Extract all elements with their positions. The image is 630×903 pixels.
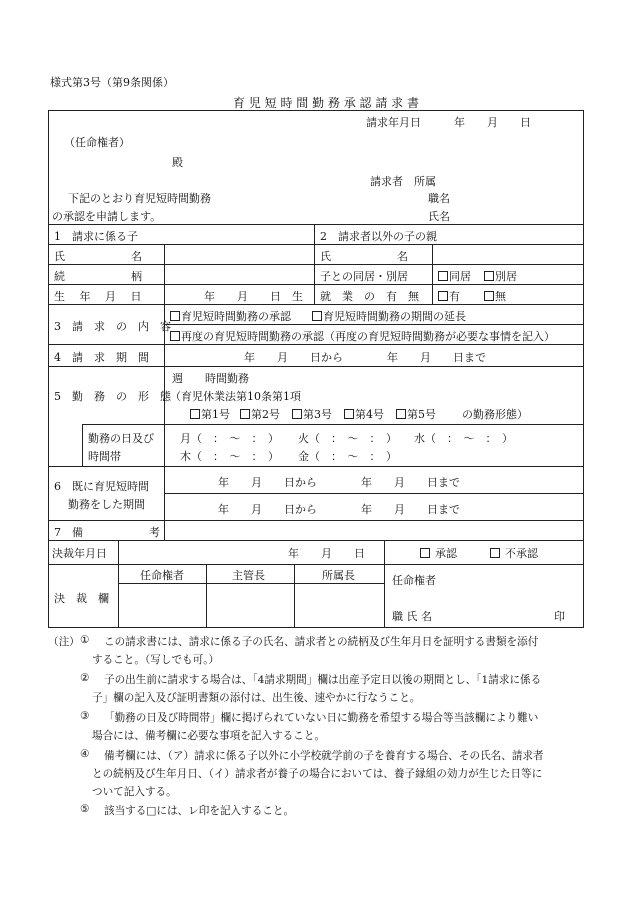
work-days-label-2: 時間帯 xyxy=(88,450,121,463)
col-chief: 主管長 xyxy=(232,569,265,582)
official-name-label: 職 氏 名 xyxy=(392,610,432,623)
checkbox-icon xyxy=(438,271,448,281)
section6-label-1: 6 既に育児短時間 xyxy=(54,480,149,493)
wednesday-hours[interactable]: 水（ ： ～ ： ） xyxy=(414,432,513,445)
note-number: ⑤ xyxy=(80,803,90,815)
note-line: 該当する□には、レ印を記入すること。 xyxy=(104,805,295,817)
note-number: ③ xyxy=(80,710,90,722)
decision-appointer: 任命権者 xyxy=(392,574,436,587)
note-line: この請求書には、請求に係る子の氏名、請求者との続柄及び生年月日を証明する書類を添付 xyxy=(104,636,539,648)
note-line: 「勤務の日及び時間帯」欄に掲げられていない日に勤務を希望する場合等当該欄により難い xyxy=(104,712,539,724)
checkbox-icon xyxy=(420,548,430,558)
note-line: ついて記入する。 xyxy=(92,786,177,798)
monday-hours[interactable]: 月（ ： ～ ： ） xyxy=(180,432,279,445)
employment-label: 就 業 の 有 無 xyxy=(320,290,419,303)
employment-opt-yes[interactable]: 有 xyxy=(438,288,460,304)
thursday-hours[interactable]: 木（ ： ～ ： ） xyxy=(180,450,279,463)
note-number: ② xyxy=(80,672,90,684)
section6-label-2: 勤務をした期間 xyxy=(68,498,145,511)
parent-name-label: 氏 名 xyxy=(320,250,408,263)
note-line: 備考欄には、（ア）請求に係る子以外に小学校就学前の子を養育する場合、その氏名、請求者 xyxy=(104,750,544,762)
decision-date-value[interactable]: 年 月 日 xyxy=(288,547,365,560)
intro-line-2: の承認を申請します。 xyxy=(52,210,162,223)
seal-label: 印 xyxy=(554,610,565,623)
requester-position[interactable]: 職名 xyxy=(428,192,450,205)
tuesday-hours[interactable]: 火（ ： ～ ： ） xyxy=(298,432,397,445)
checkbox-icon xyxy=(312,311,322,321)
work-form-suffix: の勤務形態） xyxy=(462,408,528,421)
work-form-opt-1[interactable]: 第1号 xyxy=(190,406,230,422)
law-reference: （育児休業法第10条第1項 xyxy=(170,390,301,403)
employment-opt-no[interactable]: 無 xyxy=(484,288,506,304)
checkbox-icon xyxy=(240,409,250,419)
request-opt-extension[interactable]: 育児短時間勤務の期間の延長 xyxy=(312,308,466,324)
checkbox-icon xyxy=(190,409,200,419)
note-line: すること。（写しでも可。） xyxy=(92,654,220,666)
checkbox-icon xyxy=(170,331,180,341)
checkbox-icon xyxy=(484,271,494,281)
section2-heading: 2 請求者以外の子の親 xyxy=(320,230,437,243)
checkbox-icon xyxy=(292,409,302,419)
section4-label: 4 請 求 期 間 xyxy=(54,351,149,364)
weekly-hours[interactable]: 週 時間勤務 xyxy=(172,372,249,385)
decision-field-label: 決 裁 欄 xyxy=(54,592,109,605)
work-days-label-1: 勤務の日及び xyxy=(88,432,154,445)
previous-period-2[interactable]: 年 月 日から 年 月 日まで xyxy=(218,503,460,516)
dono-label: 殿 xyxy=(172,156,183,169)
work-form-opt-5[interactable]: 第5号 xyxy=(396,406,436,422)
work-form-opt-2[interactable]: 第2号 xyxy=(240,406,280,422)
friday-hours[interactable]: 金（ ： ～ ： ） xyxy=(298,450,397,463)
child-dob-value[interactable]: 年 月 日 生 xyxy=(204,290,303,303)
intro-line-1: 下記のとおり育児短時間勤務 xyxy=(68,192,211,205)
checkbox-icon xyxy=(344,409,354,419)
child-relation-label: 続 柄 xyxy=(54,270,142,283)
note-number: ① xyxy=(80,634,90,646)
checkbox-icon xyxy=(396,409,406,419)
notes-prefix: （注） xyxy=(48,636,80,648)
cohabitation-label: 子との同居・別居 xyxy=(320,270,408,283)
form-number: 様式第3号（第9条関係） xyxy=(50,76,174,89)
request-opt-approval[interactable]: 育児短時間勤務の承認 xyxy=(170,308,291,324)
note-line: 場合には、備考欄に必要な事項を記入すること。 xyxy=(92,730,326,742)
section1-heading: 1 請求に係る子 xyxy=(54,230,138,243)
appointer-label: （任命権者） xyxy=(64,136,130,149)
request-period-value[interactable]: 年 月 日から 年 月 日まで xyxy=(244,351,486,364)
note-number: ④ xyxy=(80,748,90,760)
checkbox-icon xyxy=(484,291,494,301)
section7-label: 7 備 考 xyxy=(54,526,160,539)
checkbox-icon xyxy=(170,311,180,321)
checkbox-icon xyxy=(490,548,500,558)
col-dept-head: 所属長 xyxy=(322,569,355,582)
note-line: 子の出生前に請求する場合は、「4請求期間」欄は出産予定日以後の期間とし、「1請求に係る xyxy=(104,674,542,686)
section3-label: 3 請 求 の 内 容 xyxy=(54,320,171,333)
note-line: 子」欄の記入及び証明書類の添付は、出生後、速やかに行なうこと。 xyxy=(92,692,421,704)
cohab-opt-separate[interactable]: 別居 xyxy=(484,268,517,284)
section5-label: 5 勤 務 の 形 態 xyxy=(54,390,171,403)
requester-name[interactable]: 氏名 xyxy=(428,210,450,223)
requester-dept[interactable]: 請求者 所属 xyxy=(370,175,436,188)
child-dob-label: 生 年 月 日 xyxy=(54,290,142,303)
col-appointer: 任命権者 xyxy=(140,569,184,582)
request-opt-reapproval[interactable]: 再度の育児短時間勤務の承認（再度の育児短時間勤務が必要な事情を記入） xyxy=(170,328,555,344)
work-form-opt-4[interactable]: 第4号 xyxy=(344,406,384,422)
form-title: 育 児 短 時 間 勤 務 承 認 請 求 書 xyxy=(233,96,419,110)
decision-date-label: 決裁年月日 xyxy=(52,547,107,560)
request-date[interactable]: 請求年月日 年 月 日 xyxy=(366,116,531,129)
child-name-label: 氏 名 xyxy=(54,250,142,263)
checkbox-icon xyxy=(438,291,448,301)
decision-approve[interactable]: 承認 xyxy=(420,545,457,561)
cohab-opt-together[interactable]: 同居 xyxy=(438,268,471,284)
work-form-opt-3[interactable]: 第3号 xyxy=(292,406,332,422)
note-line: との続柄及び生年月日、（イ）請求者が養子の場合においては、養子縁組の効力が生じた日等に xyxy=(92,768,543,780)
decision-reject[interactable]: 不承認 xyxy=(490,545,538,561)
previous-period-1[interactable]: 年 月 日から 年 月 日まで xyxy=(218,476,460,489)
